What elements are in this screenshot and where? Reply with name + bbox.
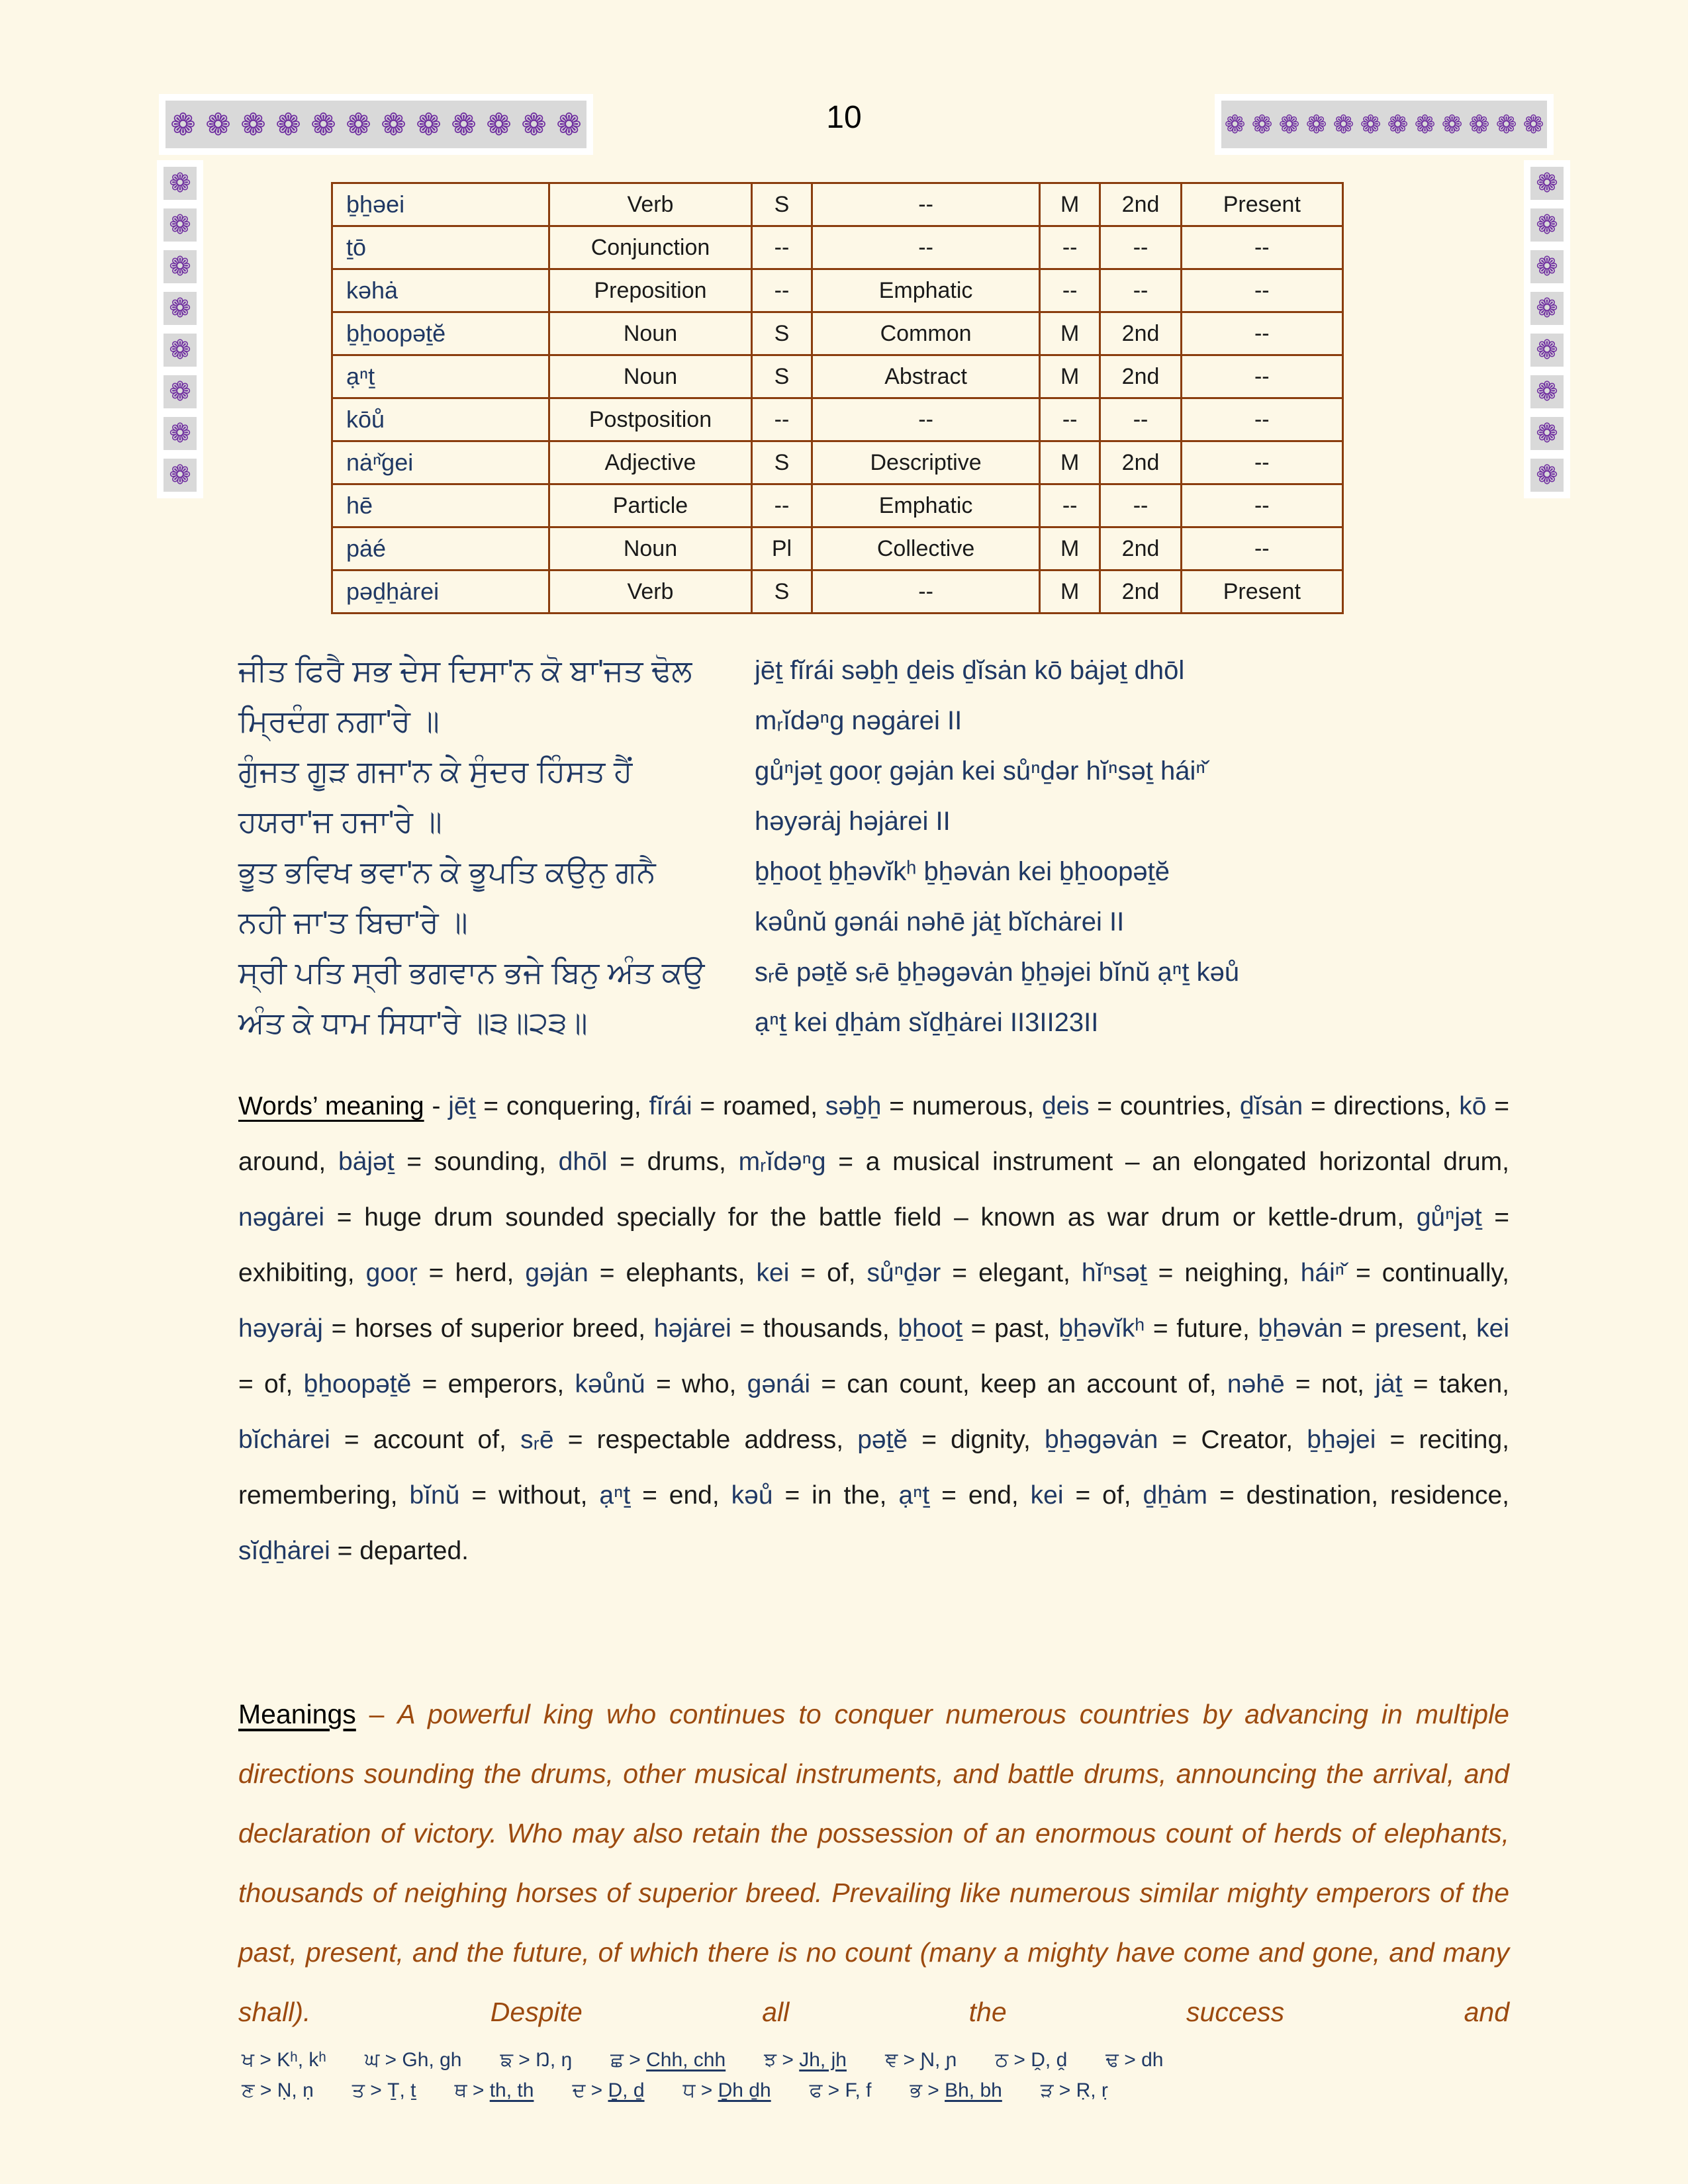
flower-icon: ❁ [1387,111,1409,139]
table-cell: 2nd [1100,355,1181,398]
table-cell: -- [1100,484,1181,527]
transliteration-key-row [242,2045,1519,2075]
table-cell: S [751,355,812,398]
text-segment: = around, [238,1092,1510,1176]
table-cell: -- [1181,312,1342,355]
verse-line: jēṯ fĭrái səḇẖ ḏeis ḏĭsȧn kō bȧjəṯ dhōl [755,656,1185,685]
verse-line: ạⁿṯ kei ḏẖȧm sĭḏẖȧrei II3II23II [755,1008,1099,1037]
table-cell: S [751,441,812,484]
table-cell: Common [812,312,1040,355]
text-segment: = future, [1145,1314,1258,1343]
verse-line: mᵣĭdəⁿg nəgȧrei II [755,706,962,735]
table-cell: M [1039,527,1100,570]
flower-icon: ❁ [240,107,266,142]
text-segment: = continually, [1344,1259,1509,1287]
transliterated-word: ḇẖəvĭkʰ [1058,1314,1145,1343]
ornament-border-top-right [1215,94,1554,155]
verse-line: kəůnŭ gənái nəhē jȧṯ bĭchȧrei II [755,907,1125,936]
transliterated-word: bȧjəṯ [338,1148,395,1176]
table-cell: -- [1039,484,1100,527]
table-cell: 2nd [1100,312,1181,355]
transliterated-word: bĭnŭ [409,1481,460,1510]
latin-equivalent: F, f [845,2079,872,2101]
table-row [332,398,1343,441]
flower-icon: ❁ [205,107,231,142]
transliterated-word: jēṯ [448,1092,476,1120]
flower-icon: ❁ [164,167,197,200]
gurmukhi-letter: ਦ > [572,2079,608,2101]
table-cell: Abstract [812,355,1040,398]
flower-icon: ❁ [164,250,197,283]
table-cell: -- [1100,398,1181,441]
transliterated-word: kəůnŭ [575,1370,645,1398]
text-segment: = of, [789,1259,867,1287]
latin-equivalent: Ḏh ḏh [718,2079,771,2101]
transliterated-word: kō [1459,1092,1487,1120]
transliterated-word: mᵣĭdəⁿg [738,1148,826,1176]
table-cell: Particle [549,484,751,527]
table-cell: Noun [549,527,751,570]
flower-icon: ❁ [164,459,197,492]
verse-line: gůⁿjəṯ gooṛ gəjȧn kei sůⁿḏər hĭⁿsəṯ háiⁿ̌ [755,756,1205,786]
verse-gurmukhi [238,645,748,1048]
gurmukhi-letter: ਝ > [764,2049,800,2071]
transliterated-word: gůⁿjəṯ [1416,1203,1482,1232]
flower-icon: ❁ [1495,111,1517,139]
key-entry [1041,2079,1108,2102]
latin-equivalent: th, th [489,2079,534,2101]
table-row [332,484,1343,527]
verse-line: ਸ੍ਰੀ ਪਤਿ ਸ੍ਰੀ ਭਗਵਾਨ ਭਜੇ ਬਿਨੁ ਅੰਤ ਕਉ [238,955,705,989]
flower-icon: ❁ [1530,167,1564,200]
table-cell: Noun [549,312,751,355]
table-cell-word: ạⁿṯ [332,355,549,398]
table-cell-word: ṯō [332,226,549,269]
flower-icon: ❁ [1278,111,1300,139]
transliterated-word: pəṯĕ [857,1426,908,1454]
table-cell: Collective [812,527,1040,570]
table-cell: Present [1181,183,1342,226]
gurmukhi-letter: ਢ > [1105,2049,1142,2071]
flower-icon: ❁ [1530,292,1564,325]
flower-ornament-column [1530,167,1564,492]
text-segment: = of, [1063,1481,1143,1510]
table-cell: -- [812,183,1040,226]
transliterated-word: hĭⁿsəṯ [1081,1259,1147,1287]
transliterated-word: present [1374,1314,1461,1343]
table-row [332,570,1343,614]
table-cell: M [1039,312,1100,355]
flower-icon: ❁ [164,334,197,367]
grammar-table-body [332,183,1343,614]
table-cell-word: kōů [332,398,549,441]
flower-icon: ❁ [346,107,371,142]
table-cell: -- [812,398,1040,441]
table-row [332,226,1343,269]
flower-icon: ❁ [164,375,197,408]
flower-icon: ❁ [1530,375,1564,408]
gurmukhi-letter: ਧ > [682,2079,718,2101]
table-cell: -- [1181,269,1342,312]
flower-icon: ❁ [170,107,196,142]
gurmukhi-letter: ੜ > [1040,2079,1076,2101]
key-entry [910,2079,1002,2102]
text-segment: = departed. [330,1537,469,1565]
text-segment: = end, [929,1481,1031,1510]
verse-line: ḇẖooṯ ḇẖəvĭkʰ ḇẖəvȧn kei ḇẖoopəṯĕ [755,857,1170,886]
transliterated-word: dhōl [558,1148,608,1176]
latin-equivalent: dh [1141,2049,1164,2071]
text-segment: = respectable address, [553,1426,858,1454]
transliterated-word: ḇẖoopəṯĕ [303,1370,412,1398]
table-cell-word: kəhȧ [332,269,549,312]
flower-icon: ❁ [310,107,336,142]
table-cell: -- [1181,355,1342,398]
table-cell: M [1039,441,1100,484]
key-entry [995,2049,1067,2071]
text-segment: = countries, [1089,1092,1240,1120]
flower-icon: ❁ [1468,111,1490,139]
table-cell: Pl [751,527,812,570]
transliterated-word: kei [756,1259,790,1287]
transliterated-word: ḇẖəgəvȧn [1044,1426,1158,1454]
gurmukhi-letter: ਙ > [500,2049,536,2071]
table-cell: -- [751,398,812,441]
table-cell: Verb [549,570,751,614]
table-cell: 2nd [1100,570,1181,614]
flower-icon: ❁ [381,107,406,142]
flower-icon: ❁ [451,107,477,142]
transliterated-word: kei [1476,1314,1510,1343]
table-cell: -- [1181,226,1342,269]
table-cell-word: pəḏẖȧrei [332,570,549,614]
meanings-section [238,1684,1509,2042]
transliterated-word: háiⁿ̌ [1300,1259,1344,1287]
transliterated-word: həjȧrei [653,1314,731,1343]
flower-icon: ❁ [275,107,301,142]
table-cell: 2nd [1100,441,1181,484]
verse-line: ਅੰਤ ਕੇ ਧਾਮ ਸਿਧਾ'ਰੇ ॥੩॥੨੩॥ [238,1005,588,1040]
flower-icon: ❁ [1530,334,1564,367]
ornament-border-top-left [159,94,593,155]
table-cell: M [1039,183,1100,226]
table-cell: M [1039,355,1100,398]
text-segment: = roamed, [692,1092,825,1120]
gurmukhi-letter: ਘ > [364,2049,402,2071]
text-segment: = neighing, [1147,1259,1301,1287]
verse-line: ਗੁੰਜਤ ਗੂੜ ਗਜਾ'ਨ ਕੇ ਸੁੰਦਰ ਹਿੰਸਤ ਹੈਂ [238,754,633,788]
latin-equivalent: Ŋ, ŋ [536,2049,573,2071]
ornament-border-left [157,160,203,498]
flower-ornament-strip [165,101,586,148]
table-cell: Descriptive [812,441,1040,484]
table-cell: Conjunction [549,226,751,269]
transliterated-word: fĭrái [649,1092,692,1120]
text-segment: = without, [459,1481,600,1510]
table-cell: S [751,312,812,355]
table-cell: -- [751,484,812,527]
transliterated-word: sᵣē [520,1426,554,1454]
section-heading: Meanings [238,1699,356,1729]
words-meaning-section [238,1079,1509,1579]
text-segment: = sounding, [394,1148,559,1176]
text-segment: = reciting, remembering, [238,1426,1509,1510]
table-cell: -- [1181,441,1342,484]
transliterated-word: ḇẖəjei [1307,1426,1376,1454]
latin-equivalent: Ḓ, ḓ [1031,2049,1068,2071]
text-segment: = end, [630,1481,731,1510]
flower-icon: ❁ [1530,208,1564,242]
flower-icon: ❁ [1530,459,1564,492]
table-cell: -- [751,269,812,312]
key-entry [352,2079,416,2102]
gurmukhi-letter: ਞ > [884,2049,921,2071]
text-segment: = horses of superior breed, [322,1314,654,1343]
table-cell: Noun [549,355,751,398]
table-row [332,355,1343,398]
transliterated-word: səḇẖ [825,1092,882,1120]
latin-equivalent: Kʰ, kʰ [277,2049,326,2071]
latin-equivalent: Gh, gh [402,2049,462,2071]
transliterated-word: ḏĭsȧn [1239,1092,1303,1120]
flower-icon: ❁ [1523,111,1544,139]
gurmukhi-letter: ਛ > [610,2049,647,2071]
key-entry [455,2079,534,2102]
gurmukhi-letter: ਤ > [352,2079,388,2101]
key-entry [1105,2049,1163,2071]
transliterated-word: ạⁿṯ [898,1481,930,1510]
table-cell: Emphatic [812,269,1040,312]
table-cell: -- [1100,269,1181,312]
table-cell: 2nd [1100,527,1181,570]
transliterated-word: ạⁿṯ [599,1481,631,1510]
ornament-border-right [1524,160,1570,498]
table-cell-word: ḇẖəei [332,183,549,226]
flower-icon: ❁ [1224,111,1246,139]
key-entry [810,2079,872,2102]
text-segment: = drums, [607,1148,739,1176]
flower-icon: ❁ [416,107,442,142]
grammar-analysis-table [331,182,1344,614]
verse-transliteration [755,645,1536,1048]
text-segment: = who, [645,1370,747,1398]
text-segment: A powerful king who continues to conquer numerous countries by advancing in multiple directions sounding the drums, other musical instruments, and battle drums, announcing the arrival, and declaration of victory. Who may also retain the possession of an enormous count of herds of elephants, thousands of neighing horses of superior breed. Prevailing like numerous similar mighty emperors of the past, present, and the future, of which there is no count (many a mighty have come and gone, and many shall). Despite all the success and [238,1699,1509,2027]
text-segment: = thousands, [731,1314,898,1343]
latin-equivalent: Jh, jh [799,2049,847,2071]
flower-icon: ❁ [1414,111,1436,139]
text-segment: = dignity, [908,1426,1045,1454]
text-segment: = huge drum sounded specially for the battle field – known as war drum or kettle-drum, [324,1203,1417,1232]
table-cell: -- [812,570,1040,614]
flower-icon: ❁ [556,107,582,142]
transliterated-word: bĭchȧrei [238,1426,330,1454]
table-cell: Present [1181,570,1342,614]
text-segment: = past, [962,1314,1059,1343]
text-segment: = destination, residence, [1207,1481,1509,1510]
flower-icon: ❁ [1360,111,1382,139]
table-cell: -- [751,226,812,269]
table-row [332,441,1343,484]
text-segment: = numerous, [881,1092,1042,1120]
flower-icon: ❁ [1333,111,1354,139]
table-cell: -- [1039,226,1100,269]
key-entry [242,2049,326,2071]
transliteration-key-footer [242,2045,1519,2106]
flower-ornament-column [164,167,197,492]
flower-icon: ❁ [1530,417,1564,450]
table-cell-word: nȧⁿ̌gei [332,441,549,484]
key-entry [365,2049,462,2071]
key-entry [610,2049,726,2071]
transliterated-word: sĭḏẖȧrei [238,1537,330,1565]
verse-line: həyərȧj həjȧrei II [755,807,951,836]
flower-icon: ❁ [486,107,512,142]
flower-icon: ❁ [1251,111,1273,139]
transliterated-word: ḇẖooṯ [898,1314,962,1343]
table-row [332,269,1343,312]
table-cell: -- [1039,398,1100,441]
table-cell: S [751,570,812,614]
text-segment: = conquering, [475,1092,649,1120]
text-segment: = of, [238,1370,304,1398]
table-cell: Verb [549,183,751,226]
latin-equivalent: Chh, chh [646,2049,726,2071]
table-row [332,183,1343,226]
verse-line: ਜੀਤ ਫਿਰੈ ਸਭ ਦੇਸ ਦਿਸਾ'ਨ ਕੋ ਬਾ'ਜਤ ਢੋਲ [238,653,692,688]
transliterated-word: gəjȧn [525,1259,588,1287]
transliterated-word: ḏẖȧm [1143,1481,1208,1510]
key-entry [885,2049,957,2071]
table-cell: -- [1039,269,1100,312]
latin-equivalent: Ṇ, ṇ [277,2079,314,2101]
latin-equivalent: Ḏ, ḏ [608,2079,645,2101]
key-entry [242,2079,314,2102]
transliterated-word: jȧṯ [1375,1370,1403,1398]
table-cell: -- [1181,527,1342,570]
text-segment: = elegant, [941,1259,1082,1287]
table-cell-word: hē [332,484,549,527]
flower-icon: ❁ [1530,250,1564,283]
transliterated-word: ḏeis [1041,1092,1090,1120]
table-cell: -- [1100,226,1181,269]
verse-line: ਨਹੀ ਜਾ'ਤ ਬਿਚਾ'ਰੇ ॥ [238,905,468,939]
transliterated-word: kəů [731,1481,773,1510]
verse-line: ਮ੍ਰਿਦੰਗ ਨਗਾ'ਰੇ ॥ [238,704,440,738]
key-entry [764,2049,847,2071]
text-segment: = herd, [417,1259,526,1287]
text-segment: – [355,1699,398,1729]
table-cell: -- [1181,484,1342,527]
transliterated-word: ḇẖəvȧn [1258,1314,1343,1343]
text-segment: , [1460,1314,1477,1343]
flower-icon: ❁ [521,107,547,142]
verse-line: sᵣē pəṯĕ sᵣē ḇẖəgəvȧn ḇẖəjei bĭnŭ ạⁿṯ kəů [755,958,1240,987]
verse-line: ਹਯਰਾ'ਜ ਹਜਾ'ਰੇ ॥ [238,804,442,839]
text-segment: = taken, [1402,1370,1509,1398]
table-cell: Adjective [549,441,751,484]
transliterated-word: kei [1030,1481,1064,1510]
latin-equivalent: Ṯ, ṯ [387,2079,416,2101]
flower-ornament-strip [1221,101,1547,148]
table-cell: S [751,183,812,226]
table-cell: -- [1181,398,1342,441]
flower-icon: ❁ [1441,111,1463,139]
table-cell: -- [812,226,1040,269]
table-cell-word: pȧé [332,527,549,570]
transliteration-key-row [242,2075,1519,2106]
text-segment: = elephants, [588,1259,757,1287]
table-row [332,312,1343,355]
text-segment: = account of, [330,1426,521,1454]
table-cell: Preposition [549,269,751,312]
verse-line: ਭੂਤ ਭਵਿਖ ਭਵਾ'ਨ ਕੇ ਭੂਪਤਿ ਕਉਨੁ ਗਨੈ [238,854,656,889]
section-heading: Words’ meaning [238,1092,424,1120]
flower-icon: ❁ [164,292,197,325]
table-cell-word: ḇẖoopəṯĕ [332,312,549,355]
text-segment: = emperors, [411,1370,575,1398]
gurmukhi-letter: ਖ > [242,2049,277,2071]
text-segment: = Creator, [1158,1426,1307,1454]
text-segment: = [1342,1314,1375,1343]
text-segment: - [424,1092,449,1120]
gurmukhi-letter: ਭ > [910,2079,945,2101]
key-entry [572,2079,644,2102]
table-row [332,527,1343,570]
table-cell: M [1039,570,1100,614]
key-entry [500,2049,572,2071]
latin-equivalent: Ɲ, ɲ [920,2049,957,2071]
transliterated-word: gənái [747,1370,811,1398]
text-segment: = exhibiting, [238,1203,1509,1287]
table-cell: Postposition [549,398,751,441]
transliterated-word: həyərȧj [238,1314,323,1343]
transliterated-word: sůⁿḏər [867,1259,941,1287]
transliterated-word: gooṛ [365,1259,418,1287]
text-segment: = in the, [773,1481,899,1510]
flower-icon: ❁ [1305,111,1327,139]
latin-equivalent: Ṛ, ṛ [1076,2079,1108,2101]
gurmukhi-letter: ਥ > [454,2079,490,2101]
latin-equivalent: Bh, bh [945,2079,1002,2101]
gurmukhi-letter: ਫ > [809,2079,845,2101]
gurmukhi-letter: ਣ > [242,2079,277,2101]
page-number: 10 [826,100,862,135]
key-entry [683,2079,771,2102]
text-segment: = can count, keep an account of, [810,1370,1227,1398]
text-segment: = directions, [1303,1092,1460,1120]
flower-icon: ❁ [164,417,197,450]
text-segment: = not, [1284,1370,1376,1398]
text-segment: = a musical instrument – an elongated horizontal drum, [825,1148,1509,1176]
transliterated-word: nəhē [1227,1370,1285,1398]
transliterated-word: nəgȧrei [238,1203,325,1232]
table-cell: 2nd [1100,183,1181,226]
table-cell: Emphatic [812,484,1040,527]
gurmukhi-letter: ਠ > [995,2049,1031,2071]
flower-icon: ❁ [164,208,197,242]
